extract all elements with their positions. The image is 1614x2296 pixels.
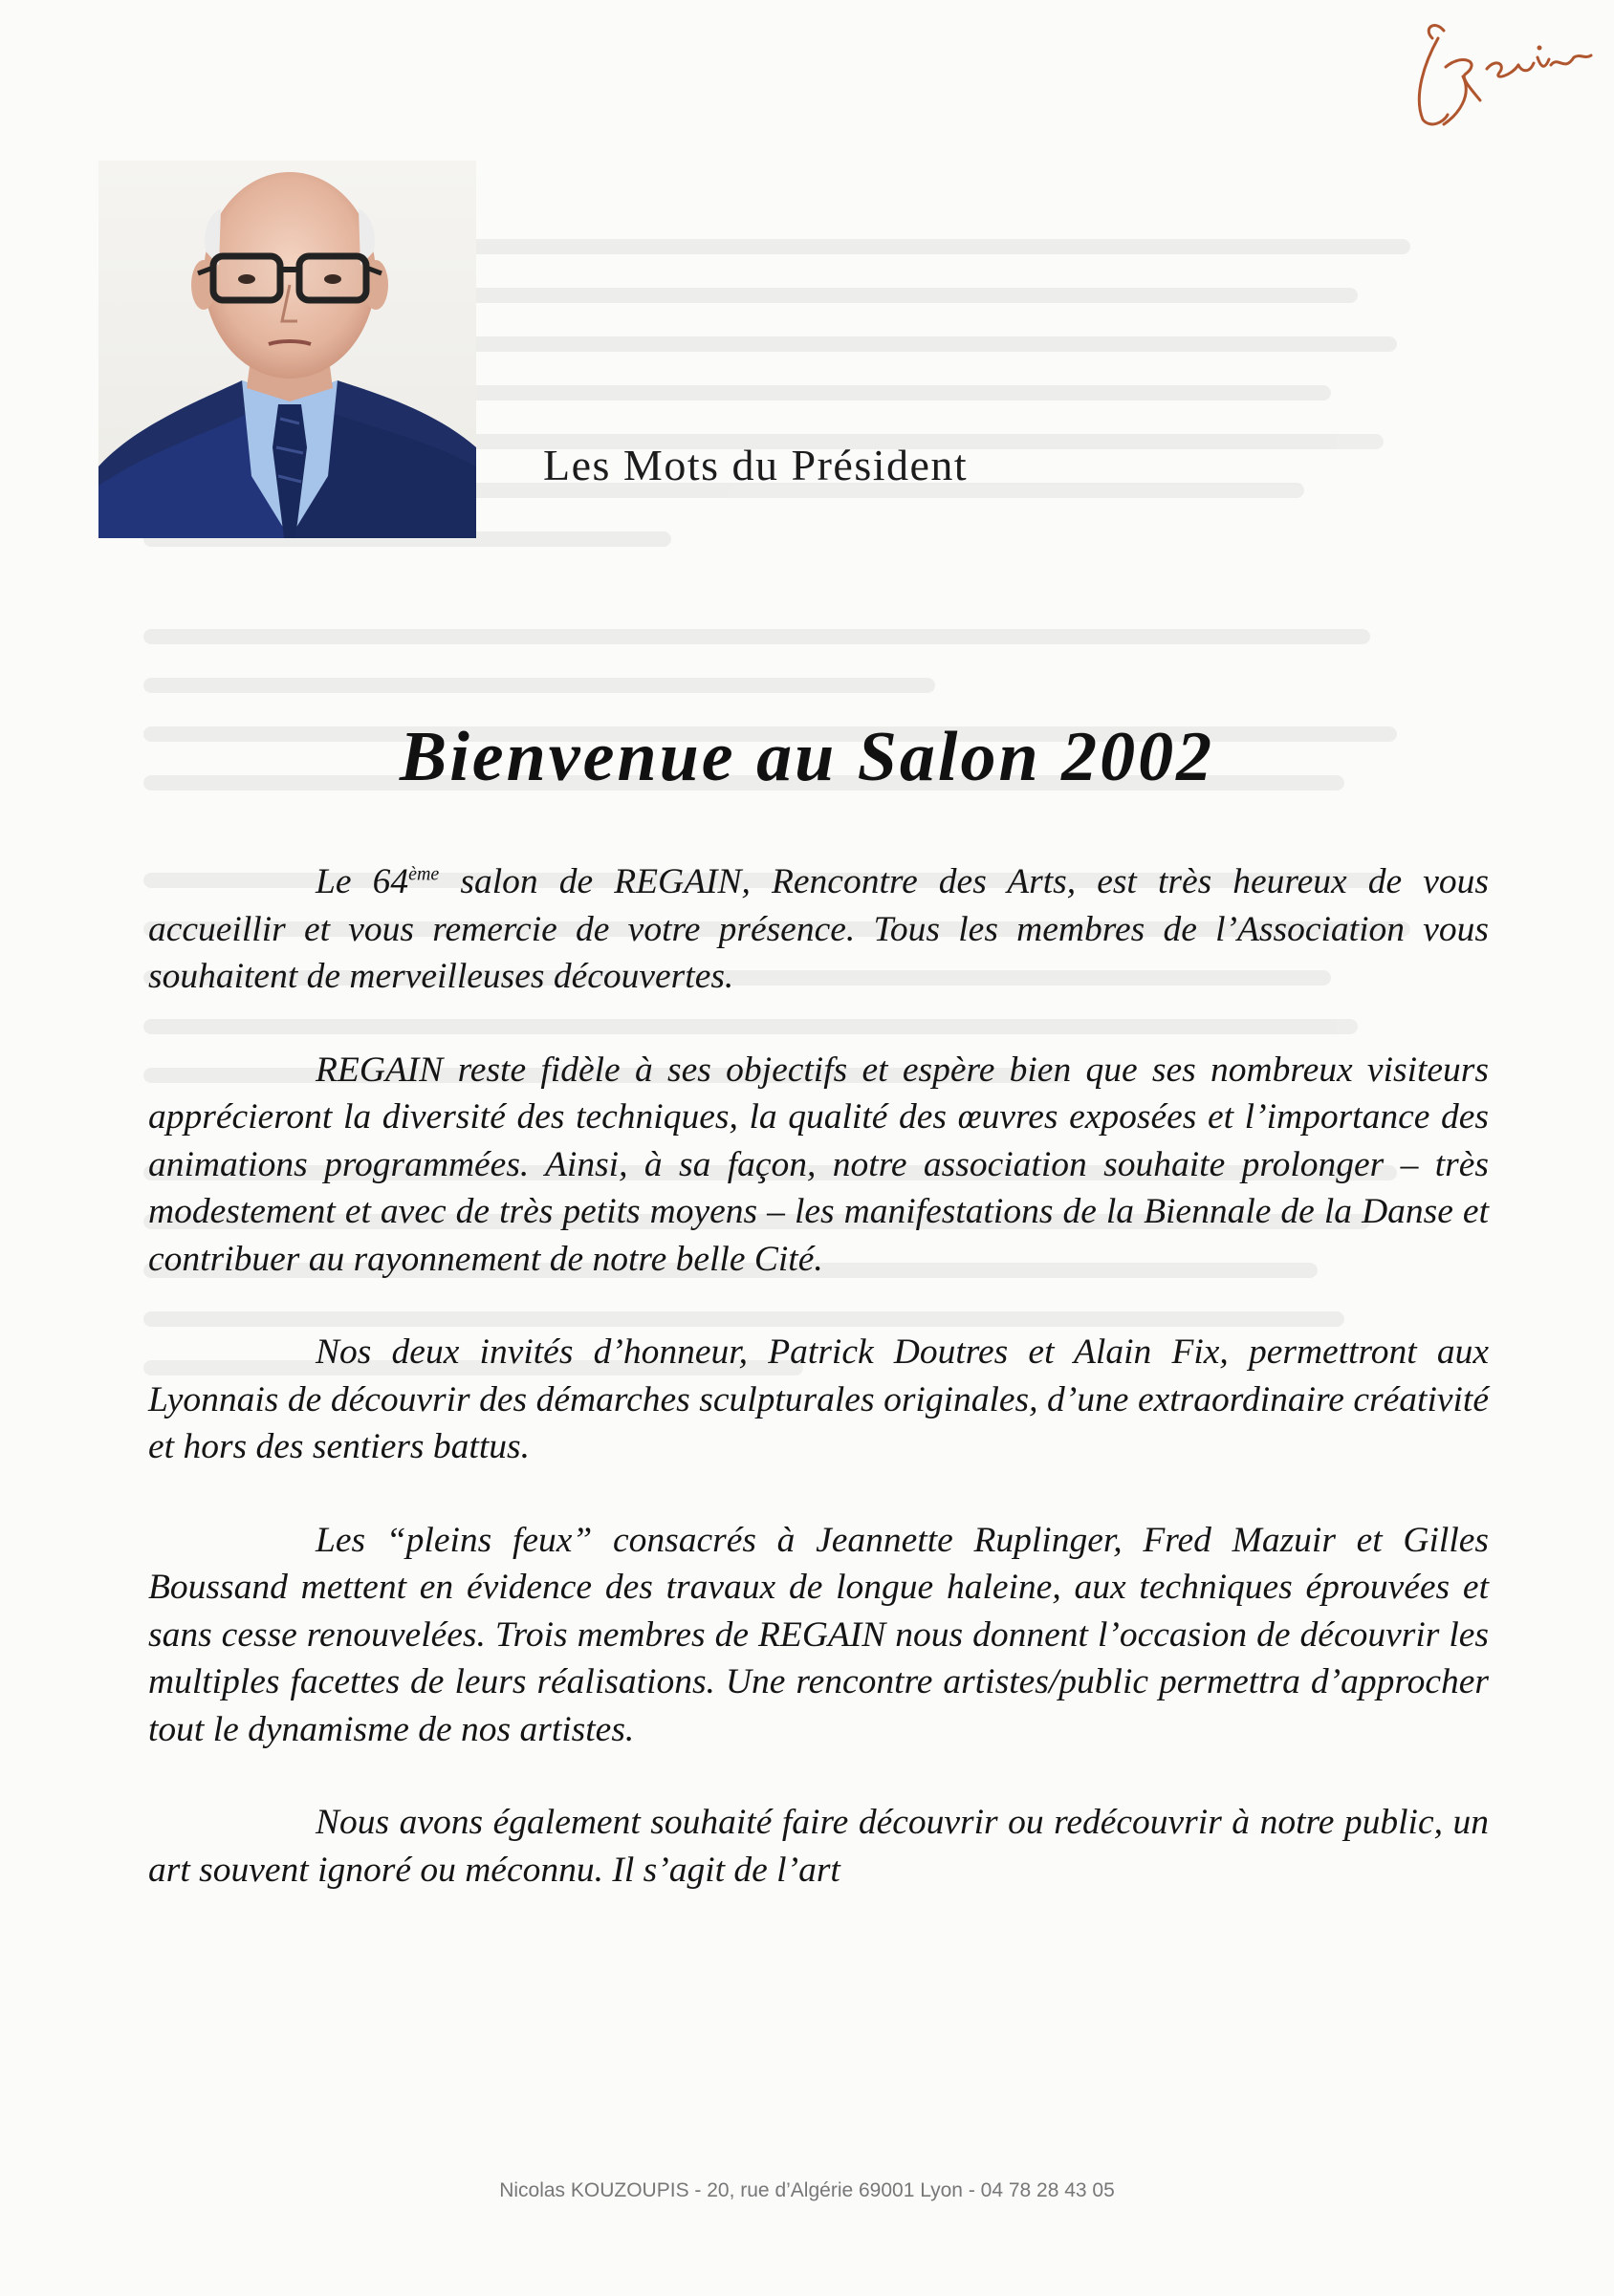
paragraph-2: REGAIN reste fidèle à ses objectifs et espère bien que ses nombreux visiteurs apprécieront la diversité des techniques, la qualité des œuvres exposées et l’importance des animations programmées. Ainsi, à sa façon, notre association souhaite prolonger – très modestement et avec de très petits moyens – les manifestations de la Biennale de la Danse et contribuer au rayonnement de notre belle Cité. (148, 1050, 1489, 1279)
signature-image (1406, 10, 1597, 143)
letter-body (148, 858, 1489, 1939)
page-title: Bienvenue au Salon 2002 (399, 717, 1215, 796)
footer-contact: Nicolas KOUZOUPIS - 20, rue d’Algérie 69001 Lyon - 04 78 28 43 05 (499, 2179, 1115, 2201)
paragraph-4: Les “pleins feux” consacrés à Jeannette Ruplinger, Fred Mazuir et Gilles Boussand mettent en évidence des travaux de longue haleine, aux techniques éprouvées et sans cesse renouvelées. Trois membres de REGAIN nous donnent l’occasion de découvrir les multiples facettes de leurs réalisations. Une rencontre artistes/public permettra d’approcher tout le dynamisme de nos artistes. (148, 1520, 1489, 1749)
president-caption: Les Mots du Président (543, 441, 969, 489)
paragraph-1-start: Le 64 (316, 862, 409, 901)
ordinal-superscript: ème (408, 863, 440, 885)
paragraph-1 (148, 858, 1489, 1001)
paragraph-5: Nous avons également souhaité faire découvrir ou redécouvrir à notre public, un art souvent ignoré ou méconnu. Il s’agit de l’art (148, 1803, 1489, 1890)
paragraph-1-rest: salon de REGAIN, Rencontre des Arts, est très heureux de vous accueillir et vous remercie de votre présence. Tous les membres de l’Association vous souhaitent de merveilleuses découvertes. (148, 862, 1489, 996)
paragraph-3: Nos deux invités d’honneur, Patrick Doutres et Alain Fix, permettront aux Lyonnais de découvrir des démarches sculpturales originales, d’une extraordinaire créativité et hors des sentiers battus. (148, 1332, 1489, 1466)
president-photo (98, 161, 476, 538)
